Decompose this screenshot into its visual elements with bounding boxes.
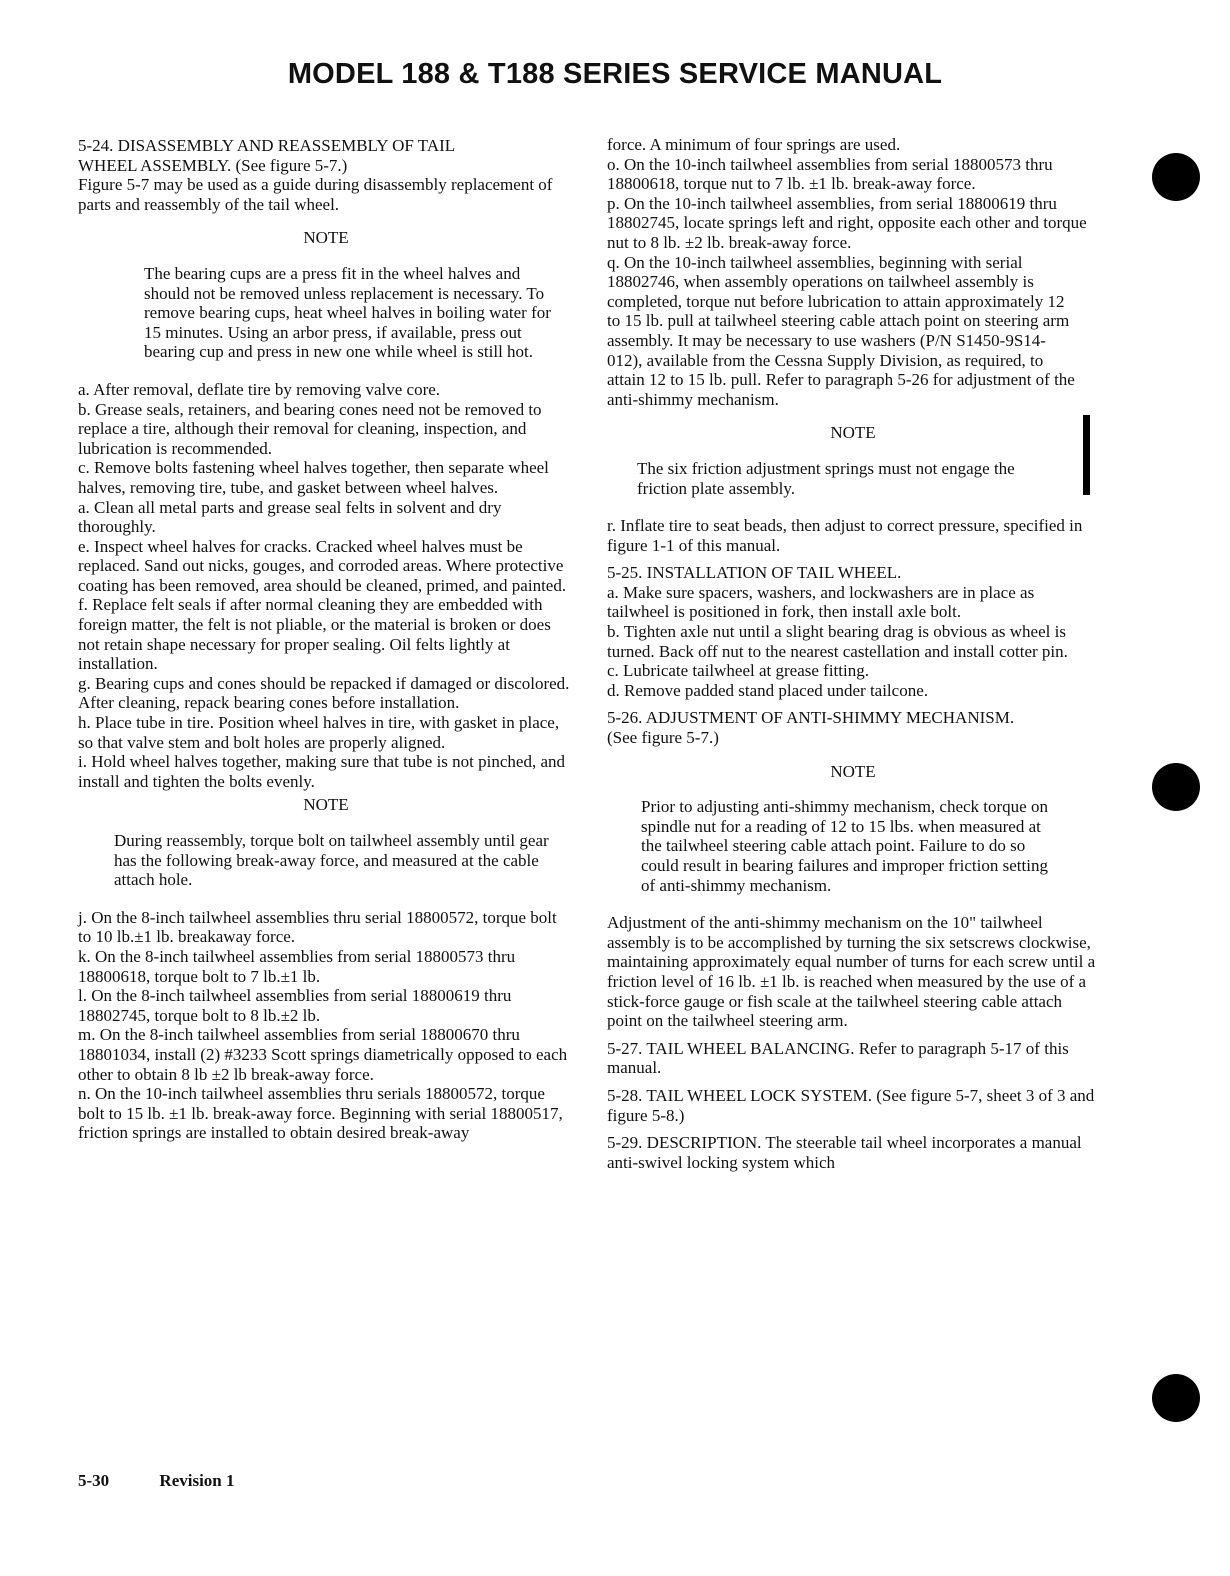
- section-5-28: 5-28. TAIL WHEEL LOCK SYSTEM. (See figure 5-7, sheet 3 of 3 and figure 5-8.): [607, 1085, 1095, 1125]
- list-item: f. Replace felt seals if after normal cleaning they are embedded with foreign matter, the felt is not pliable, or the material is broken or does not retain shape necessary for proper sealing. Oil felts lightly at installation.: [78, 595, 551, 674]
- list-item: m. On the 8-inch tailwheel assemblies from serial 18800670 thru 18801034, install (2) #3233 Scott springs diametrically opposed to each other to obtain 8 lb ±2 lb break-away force.: [78, 1025, 568, 1084]
- list-item: n. On the 10-inch tailwheel assemblies thru serials 18800572, torque bolt to 15 lb. ±1 lb. break-away force. Beginning with serial 18800517, friction springs are installed to obtain desired break-away: [78, 1084, 563, 1143]
- section-heading-5-26: 5-26. ADJUSTMENT OF ANTI-SHIMMY MECHANISM.: [607, 708, 1015, 728]
- note-body: Prior to adjusting anti-shimmy mechanism, check torque on spindle nut for a reading of 12 to 15 lbs. when measured at the tailwheel steering cable attach point. Failure to do so could result in bearing failures and improper friction setting of anti-shimmy mechanism.: [641, 797, 1048, 895]
- note-title: NOTE: [303, 228, 349, 248]
- revision-dot-marker: [1152, 153, 1200, 201]
- list-item: h. Place tube in tire. Position wheel halves in tire, with gasket in place, so that valve stem and bolt holes are properly aligned.: [78, 713, 560, 752]
- list-item: j. On the 8-inch tailwheel assemblies thru serial 18800572, torque bolt to 10 lb.±1 lb. breakaway force.: [78, 907, 557, 947]
- revision-label: Revision 1: [159, 1471, 235, 1490]
- page-title: MODEL 188 & T188 SERIES SERVICE MANUAL: [287, 58, 943, 90]
- list-item: e. Inspect wheel halves for cracks. Cracked wheel halves must be replaced. Sand out nicks, gouges, and corroded areas. Where protective coating has been removed, area should be cleaned, primed, and painted.: [78, 536, 567, 595]
- note-body: The bearing cups are a press fit in the wheel halves and should not be removed unless replacement is necessary. To remove bearing cups, heat wheel halves in boiling water for 15 minutes. Using an arbor press, if available, press out bearing cup and press in new one while wheel is still hot.: [144, 263, 551, 362]
- list-item: o. On the 10-inch tailwheel assemblies from serial 18800573 thru 18800618, torque nut to 7 lb. ±1 lb. break-away force.: [607, 154, 1053, 194]
- section-5-27: 5-27. TAIL WHEEL BALANCING. Refer to paragraph 5-17 of this manual.: [607, 1038, 1069, 1078]
- page-number: 5-30: [78, 1471, 110, 1490]
- revision-dot-marker: [1152, 763, 1200, 811]
- section-heading-5-24: 5-24. DISASSEMBLY AND REASSEMBLY OF TAIL: [78, 136, 456, 155]
- list-item: c. Lubricate tailwheel at grease fitting.: [607, 661, 869, 681]
- adjustment-paragraph: Adjustment of the anti-shimmy mechanism on the 10" tailwheel assembly is to be accomplished by turning the six setscrews clockwise, maintaining approximately equal number of turns for each screw until a friction level of 16 lb. ±1 lb. is reached when measured by the use of a stick-force gauge or fish scale at the tailwheel steering cable attach point on the tailwheel steering arm.: [607, 913, 1096, 1031]
- list-item: l. On the 8-inch tailwheel assemblies from serial 18800619 thru 18802745, torque bolt to 8 lb.±2 lb.: [78, 986, 512, 1025]
- left-column: [78, 136, 574, 1143]
- list-item: i. Hold wheel halves together, making sure that tube is not pinched, and install and tighten the bolts evenly.: [78, 752, 566, 791]
- section-heading-5-25: 5-25. INSTALLATION OF TAIL WHEEL.: [607, 563, 902, 583]
- list-item: g. Bearing cups and cones should be repacked if damaged or discolored. After cleaning, repack bearing cones before installation.: [78, 673, 570, 713]
- list-item: b. Tighten axle nut until a slight bearing drag is obvious as wheel is turned. Back off nut to the nearest castellation and install cotter pin.: [607, 622, 1068, 661]
- note-title: NOTE: [830, 423, 876, 443]
- note-title: NOTE: [830, 761, 876, 781]
- note-body: The six friction adjustment springs must not engage the friction plate assembly.: [637, 458, 1015, 498]
- list-item: a. Clean all metal parts and grease seal felts in solvent and dry thoroughly.: [78, 497, 502, 537]
- section-5-29: 5-29. DESCRIPTION. The steerable tail wheel incorporates a manual anti-swivel locking system which: [607, 1133, 1082, 1172]
- section-heading-5-26-cont: (See figure 5-7.): [607, 728, 719, 748]
- list-item: a. After removal, deflate tire by removing valve core.: [78, 379, 441, 399]
- section-heading-5-24-cont: WHEEL ASSEMBLY. (See figure 5-7.): [78, 155, 348, 175]
- continued-text: force. A minimum of four springs are used.: [607, 135, 901, 154]
- right-column: [607, 135, 1099, 1172]
- list-item: d. Remove padded stand placed under tailcone.: [607, 680, 928, 700]
- list-item: a. Make sure spacers, washers, and lockwashers are in place as tailwheel is positioned in fork, then install axle bolt.: [607, 582, 1035, 622]
- note-title: NOTE: [303, 795, 349, 815]
- note-body: During reassembly, torque bolt on tailwheel assembly until gear has the following break-away force, and measured at the cable attach hole.: [114, 831, 549, 890]
- list-item: b. Grease seals, retainers, and bearing cones need not be removed to replace a tire, although their removal for cleaning, inspection, and lubrication is recommended.: [78, 399, 542, 458]
- list-item: p. On the 10-inch tailwheel assemblies, from serial 18800619 thru 18802745, locate springs left and right, opposite each other and torque nut to 8 lb. ±2 lb. break-away force.: [607, 193, 1087, 252]
- list-item: k. On the 8-inch tailwheel assemblies from serial 18800573 thru 18800618, torque bolt to 7 lb.±1 lb.: [78, 946, 516, 986]
- intro-paragraph: Figure 5-7 may be used as a guide during disassembly replacement of parts and reassembly of the tail wheel.: [78, 175, 553, 214]
- list-item: c. Remove bolts fastening wheel halves together, then separate wheel halves, removing tire, tube, and gasket between wheel halves.: [78, 458, 549, 497]
- list-item: r. Inflate tire to seat beads, then adjust to correct pressure, specified in figure 1-1 of this manual.: [607, 516, 1083, 555]
- list-item: q. On the 10-inch tailwheel assemblies, beginning with serial 18802746, when assembly operations on tailwheel assembly is completed, torque nut before lubrication to attain approximately 12 to 15 lb. pull at tailwheel steering cable attach point on steering arm assembly. It may be necessary to use washers (P/N S1450-9S14-012), available from the Cessna Supply Division, as required, to attain 12 to 15 lb. pull. Refer to paragraph 5-26 for adjustment of the anti-shimmy mechanism.: [607, 252, 1075, 409]
- revision-dot-marker: [1152, 1374, 1200, 1422]
- change-bar: [1083, 415, 1090, 495]
- page-footer: [78, 1471, 235, 1491]
